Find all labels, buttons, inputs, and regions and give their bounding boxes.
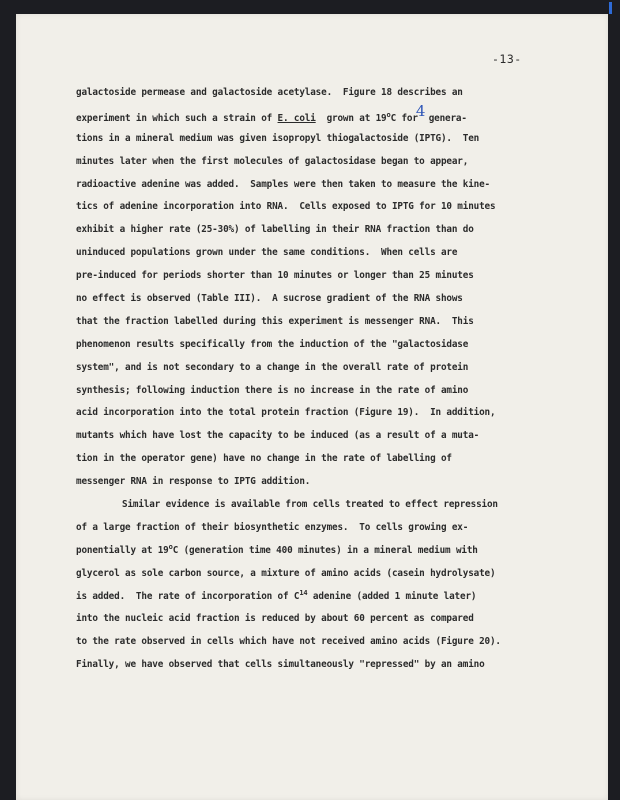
text-span: experiment in which such a strain of bbox=[76, 112, 278, 124]
degree-sign: o bbox=[386, 110, 391, 119]
text-line: uninduced populations grown under the same conditions. When cells are bbox=[76, 247, 458, 259]
text-span: C for bbox=[390, 112, 418, 124]
page-number: -13- bbox=[492, 52, 522, 66]
text-line: acid incorporation into the total protein fraction (Figure 19). In addition, bbox=[76, 407, 496, 419]
text-span: adenine (added 1 minute later) bbox=[307, 590, 477, 602]
degree-sign: o bbox=[168, 542, 173, 551]
text-line: system", and is not secondary to a change in the overall rate of protein bbox=[76, 361, 469, 373]
text-line: Finally, we have observed that cells simultaneously "repressed" by an amino bbox=[76, 659, 485, 671]
edge-marker bbox=[609, 2, 612, 14]
text-line bbox=[76, 101, 546, 128]
text-line: synthesis; following induction there is no increase in the rate of amino bbox=[76, 384, 469, 396]
isotope-superscript: 14 bbox=[299, 588, 308, 597]
text-span: genera- bbox=[423, 112, 467, 124]
text-line: tics of adenine incorporation into RNA. Cells exposed to IPTG for 10 minutes bbox=[76, 201, 496, 213]
text-line: tion in the operator gene) have no change in the rate of labelling of bbox=[76, 453, 452, 465]
text-line: into the nucleic acid fraction is reduced by about 60 percent as compared bbox=[76, 613, 474, 625]
body-text bbox=[76, 82, 546, 677]
text-line: radioactive adenine was added. Samples were then taken to measure the kine- bbox=[76, 178, 490, 190]
text-line bbox=[76, 540, 546, 563]
text-line: phenomenon results specifically from the induction of the "galactosidase bbox=[76, 338, 469, 350]
text-line: exhibit a higher rate (25-30%) of labelling in their RNA fraction than do bbox=[76, 224, 474, 236]
text-line: tions in a mineral medium was given isopropyl thiogalactoside (IPTG). Ten bbox=[76, 132, 480, 144]
text-line: galactoside permease and galactoside acetylase. Figure 18 describes an bbox=[76, 87, 463, 98]
text-line: glycerol as sole carbon source, a mixture of amino acids (casein hydrolysate) bbox=[76, 567, 496, 579]
text-line: minutes later when the first molecules of galactosidase began to appear, bbox=[76, 155, 469, 167]
text-line: pre-induced for periods shorter than 10 minutes or longer than 25 minutes bbox=[76, 270, 474, 282]
text-line bbox=[76, 586, 546, 609]
text-span: ponentially at 19 bbox=[76, 544, 169, 556]
handwritten-annotation: 4 bbox=[415, 101, 426, 120]
paragraph-1 bbox=[76, 82, 546, 494]
text-line: to the rate observed in cells which have not received amino acids (Figure 20). bbox=[76, 636, 501, 648]
species-name: E. coli bbox=[277, 112, 316, 124]
text-line: no effect is observed (Table III). A sucrose gradient of the RNA shows bbox=[76, 293, 463, 305]
text-span: C (generation time 400 minutes) in a mineral medium with bbox=[172, 544, 478, 556]
text-line: that the fraction labelled during this experiment is messenger RNA. This bbox=[76, 315, 474, 327]
text-line: of a large fraction of their biosynthetic enzymes. To cells growing ex- bbox=[76, 521, 469, 533]
paragraph-2 bbox=[76, 494, 546, 677]
text-span: grown at 19 bbox=[315, 112, 387, 124]
text-line: messenger RNA in response to IPTG addition. bbox=[76, 476, 311, 488]
text-span: is added. The rate of incorporation of C bbox=[76, 590, 300, 602]
text-line: mutants which have lost the capacity to be induced (as a result of a muta- bbox=[76, 430, 480, 442]
text-line: Similar evidence is available from cells treated to effect repression bbox=[122, 499, 498, 511]
